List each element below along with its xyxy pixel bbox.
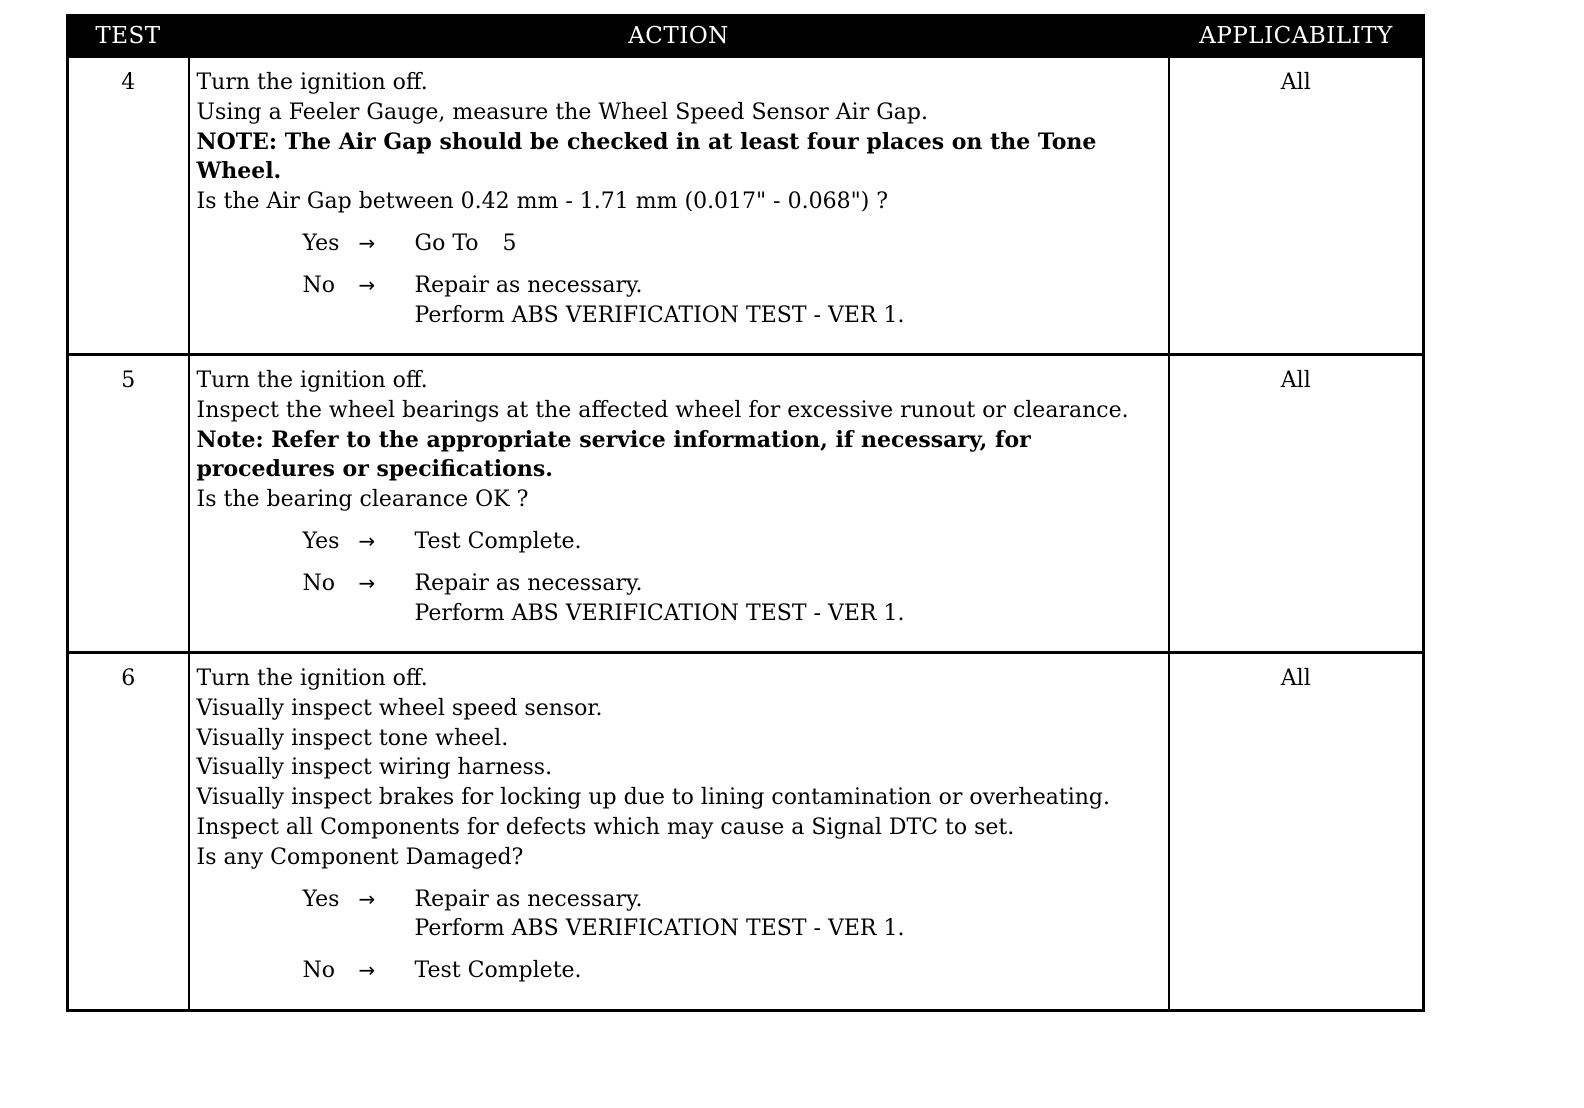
table-row <box>68 653 1424 1011</box>
branch-no-label: No <box>302 570 335 596</box>
action-line: Inspect the wheel bearings at the affected wheel for excessive runout or clearance. <box>196 397 1129 423</box>
header-action: ACTION <box>189 16 1169 57</box>
test-number: 4 <box>68 57 189 355</box>
action-cell <box>189 57 1169 355</box>
branch-text-line: Repair as necessary. <box>414 570 643 596</box>
branch-no <box>197 956 1162 986</box>
action-note: NOTE: The Air Gap should be checked in at least four places on the Tone Wheel. <box>196 128 1097 185</box>
action-line: Visually inspect tone wheel. <box>196 725 509 751</box>
action-line: Turn the ignition off. <box>196 70 428 95</box>
branch-list <box>197 229 1162 330</box>
branch-no <box>197 271 1162 331</box>
branch-yes-text <box>415 229 1162 259</box>
right-arrow-icon: → <box>358 958 376 983</box>
branch-no-text <box>415 271 1162 331</box>
action-line: Turn the ignition off. <box>196 666 428 691</box>
applicability-value: All <box>1169 57 1424 355</box>
applicability-value: All <box>1169 355 1424 653</box>
branch-no <box>197 569 1162 629</box>
action-line: Visually inspect wiring harness. <box>196 755 553 781</box>
test-number: 6 <box>68 653 189 1011</box>
right-arrow-icon: → <box>358 886 376 911</box>
branch-yes <box>197 527 1162 557</box>
right-arrow-icon: → <box>358 570 376 595</box>
diagnostic-test-table <box>66 14 1425 1012</box>
branch-no-text: Test Complete. <box>414 958 582 984</box>
branch-no-text <box>415 569 1162 629</box>
branch-list <box>197 885 1162 986</box>
branch-no-label: No <box>302 958 335 984</box>
branch-yes-label: Yes <box>302 528 340 554</box>
table-row <box>68 57 1424 355</box>
branch-yes <box>197 229 1162 259</box>
branch-no-label: No <box>302 272 335 298</box>
branch-text-line: Repair as necessary. <box>414 886 643 912</box>
applicability-value: All <box>1169 653 1424 1011</box>
branch-list <box>197 527 1162 628</box>
branch-yes-text <box>415 885 1162 945</box>
action-line: Visually inspect brakes for locking up due to lining contamination or overheating. <box>196 785 1110 811</box>
test-number: 5 <box>68 355 189 653</box>
goto-target: 5 <box>502 230 517 256</box>
branch-text-line: Perform ABS VERIFICATION TEST - VER 1. <box>414 600 905 626</box>
branch-text-line: Repair as necessary. <box>414 272 643 298</box>
goto-label: Go To <box>414 230 479 256</box>
branch-yes-label: Yes <box>302 886 340 912</box>
action-cell <box>189 653 1169 1011</box>
action-line: Visually inspect wheel speed sensor. <box>196 695 603 721</box>
action-note: Note: Refer to the appropriate service information, if necessary, for procedures or specifications. <box>196 426 1031 483</box>
branch-yes-label: Yes <box>302 230 340 256</box>
branch-yes <box>197 885 1162 945</box>
header-applicability: APPLICABILITY <box>1169 16 1424 57</box>
right-arrow-icon: → <box>358 230 376 255</box>
action-question: Is the bearing clearance OK ? <box>196 487 529 513</box>
action-line: Inspect all Components for defects which may cause a Signal DTC to set. <box>196 814 1015 840</box>
branch-text-line: Perform ABS VERIFICATION TEST - VER 1. <box>414 302 905 328</box>
action-line: Turn the ignition off. <box>196 368 428 393</box>
branch-text-line: Perform ABS VERIFICATION TEST - VER 1. <box>414 916 905 942</box>
action-cell <box>189 355 1169 653</box>
action-question: Is the Air Gap between 0.42 mm - 1.71 mm (0.017" - 0.068") ? <box>196 189 889 215</box>
right-arrow-icon: → <box>358 528 376 553</box>
right-arrow-icon: → <box>358 272 376 297</box>
header-test: TEST <box>68 16 189 57</box>
table-header-row <box>68 16 1424 57</box>
branch-yes-text: Test Complete. <box>414 528 582 554</box>
table-row <box>68 355 1424 653</box>
action-question: Is any Component Damaged? <box>196 844 524 870</box>
action-line: Using a Feeler Gauge, measure the Wheel Speed Sensor Air Gap. <box>196 99 928 125</box>
